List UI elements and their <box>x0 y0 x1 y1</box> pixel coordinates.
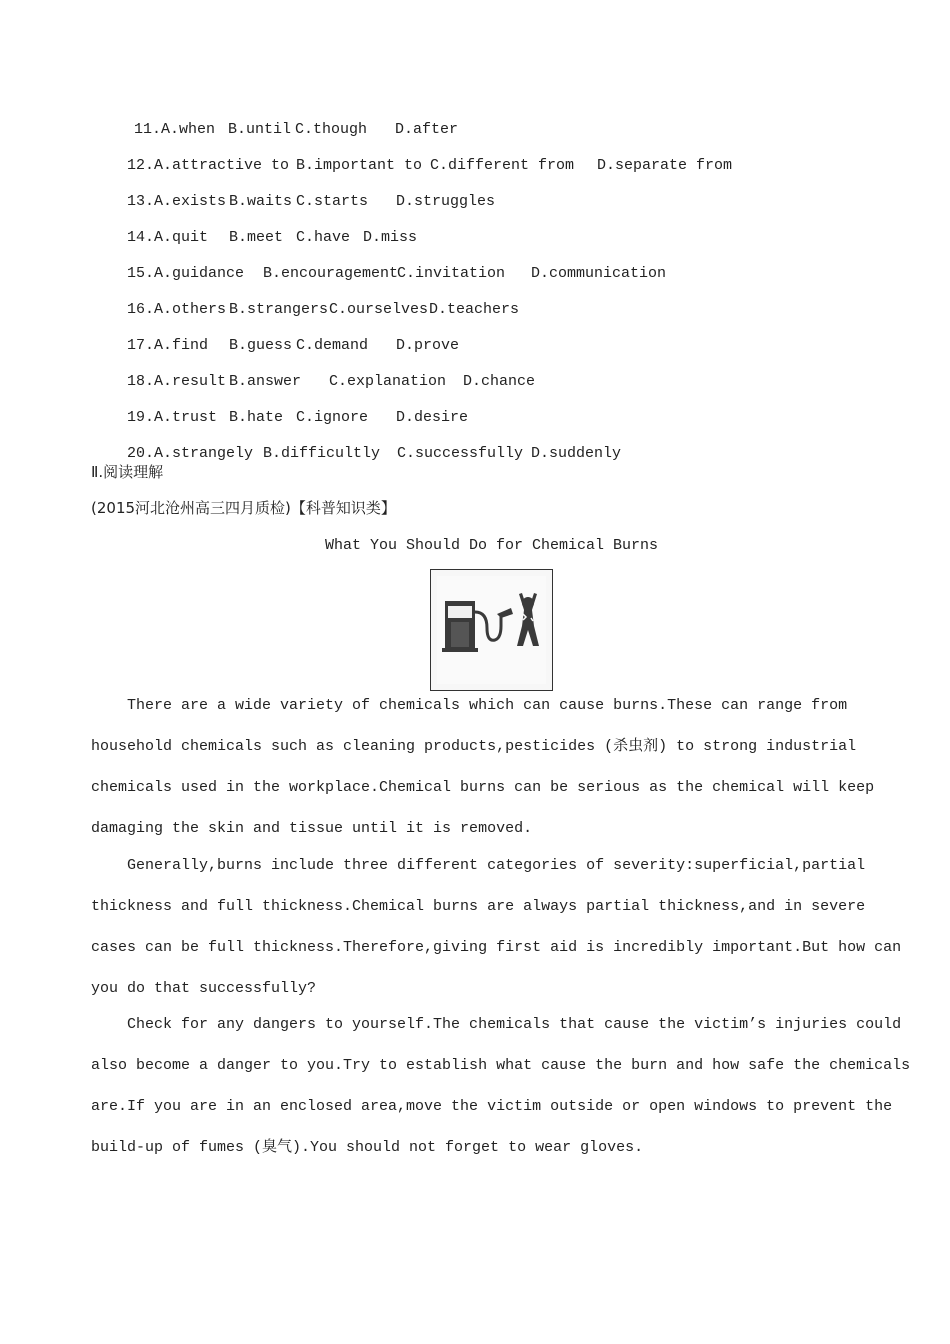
question-number: 18. <box>127 373 155 390</box>
option-a: A.strangely <box>154 445 254 462</box>
paragraph-line: damaging the skin and tissue until it is removed. <box>91 820 533 837</box>
paragraph-line: you do that successfully? <box>91 980 317 997</box>
option-a: A.quit <box>154 229 209 246</box>
paragraph-line: also become a danger to you.Try to establish what cause the burn and how safe the chemicals <box>91 1057 911 1074</box>
question-number: 16. <box>127 301 155 318</box>
option-a: A.attractive to <box>154 157 290 174</box>
paragraph-line: household chemicals such as cleaning products,pesticides (杀虫剂) to strong industrial <box>91 738 857 755</box>
question-number: 17. <box>127 337 155 354</box>
option-d: D.desire <box>396 409 469 426</box>
option-c: C.explanation <box>329 373 447 390</box>
option-d: D.chance <box>463 373 536 390</box>
question-number: 14. <box>127 229 155 246</box>
option-c: C.different from <box>430 157 575 174</box>
option-c: C.have <box>296 229 351 246</box>
source-note: (2015河北沧州高三四月质检)【科普知识类】 <box>91 499 396 517</box>
option-b: B.important to <box>296 157 423 174</box>
option-d: D.communication <box>531 265 667 282</box>
option-a: A.exists <box>154 193 227 210</box>
option-d: D.miss <box>363 229 418 246</box>
paragraph-line: There are a wide variety of chemicals which can cause burns.These can range from <box>91 697 848 714</box>
paragraph-line: are.If you are in an enclosed area,move the victim outside or open windows to prevent the <box>91 1098 893 1115</box>
question-number: 13. <box>127 193 155 210</box>
paragraph-line: thickness and full thickness.Chemical burns are always partial thickness,and in severe <box>91 898 866 915</box>
option-a: A.when <box>161 121 216 138</box>
option-b: B.encouragement <box>263 265 399 282</box>
paragraph-1 <box>91 697 875 861</box>
option-d: D.suddenly <box>531 445 622 462</box>
paragraph-line: cases can be full thickness.Therefore,giving first aid is incredibly important.But how can <box>91 939 902 956</box>
option-a: A.find <box>154 337 209 354</box>
option-a: A.guidance <box>154 265 245 282</box>
option-d: D.after <box>395 121 459 138</box>
paragraph-line: Check for any dangers to yourself.The chemicals that cause the victim’s injuries could <box>91 1016 902 1033</box>
option-b: B.difficultly <box>263 445 381 462</box>
option-d: D.prove <box>396 337 460 354</box>
question-number: 19. <box>127 409 155 426</box>
option-b: B.answer <box>229 373 302 390</box>
question-row-20 <box>91 427 621 481</box>
paragraph-line: build-up of fumes (臭气).You should not forget to wear gloves. <box>91 1139 644 1156</box>
option-d: D.teachers <box>429 301 520 318</box>
option-c: C.ignore <box>296 409 369 426</box>
question-number: 12. <box>127 157 155 174</box>
option-c: C.starts <box>296 193 369 210</box>
section-heading: Ⅱ.阅读理解 <box>91 463 164 481</box>
option-d: D.struggles <box>396 193 496 210</box>
question-number: 20. <box>127 445 155 462</box>
option-c: C.ourselves <box>329 301 429 318</box>
option-b: B.meet <box>229 229 284 246</box>
option-b: B.waits <box>229 193 293 210</box>
option-c: C.demand <box>296 337 369 354</box>
option-d: D.separate from <box>597 157 733 174</box>
option-b: B.until <box>228 121 292 138</box>
question-number: 11. <box>134 121 162 138</box>
option-b: B.guess <box>229 337 293 354</box>
option-c: C.though <box>295 121 368 138</box>
gas-pump-burn-icon <box>431 570 552 690</box>
option-c: C.successfully <box>397 445 524 462</box>
option-b: B.strangers <box>229 301 329 318</box>
option-b: B.hate <box>229 409 284 426</box>
gas-pump-figure <box>430 569 553 691</box>
article-title: What You Should Do for Chemical Burns <box>324 537 659 554</box>
option-a: A.others <box>154 301 227 318</box>
paragraph-3 <box>91 1016 911 1180</box>
paragraph-2 <box>91 857 902 1021</box>
question-number: 15. <box>127 265 155 282</box>
option-a: A.result <box>154 373 227 390</box>
option-a: A.trust <box>154 409 218 426</box>
paragraph-line: Generally,burns include three different categories of severity:superficial,partial <box>91 857 866 874</box>
paragraph-line: chemicals used in the workplace.Chemical burns can be serious as the chemical will keep <box>91 779 875 796</box>
option-c: C.invitation <box>397 265 506 282</box>
